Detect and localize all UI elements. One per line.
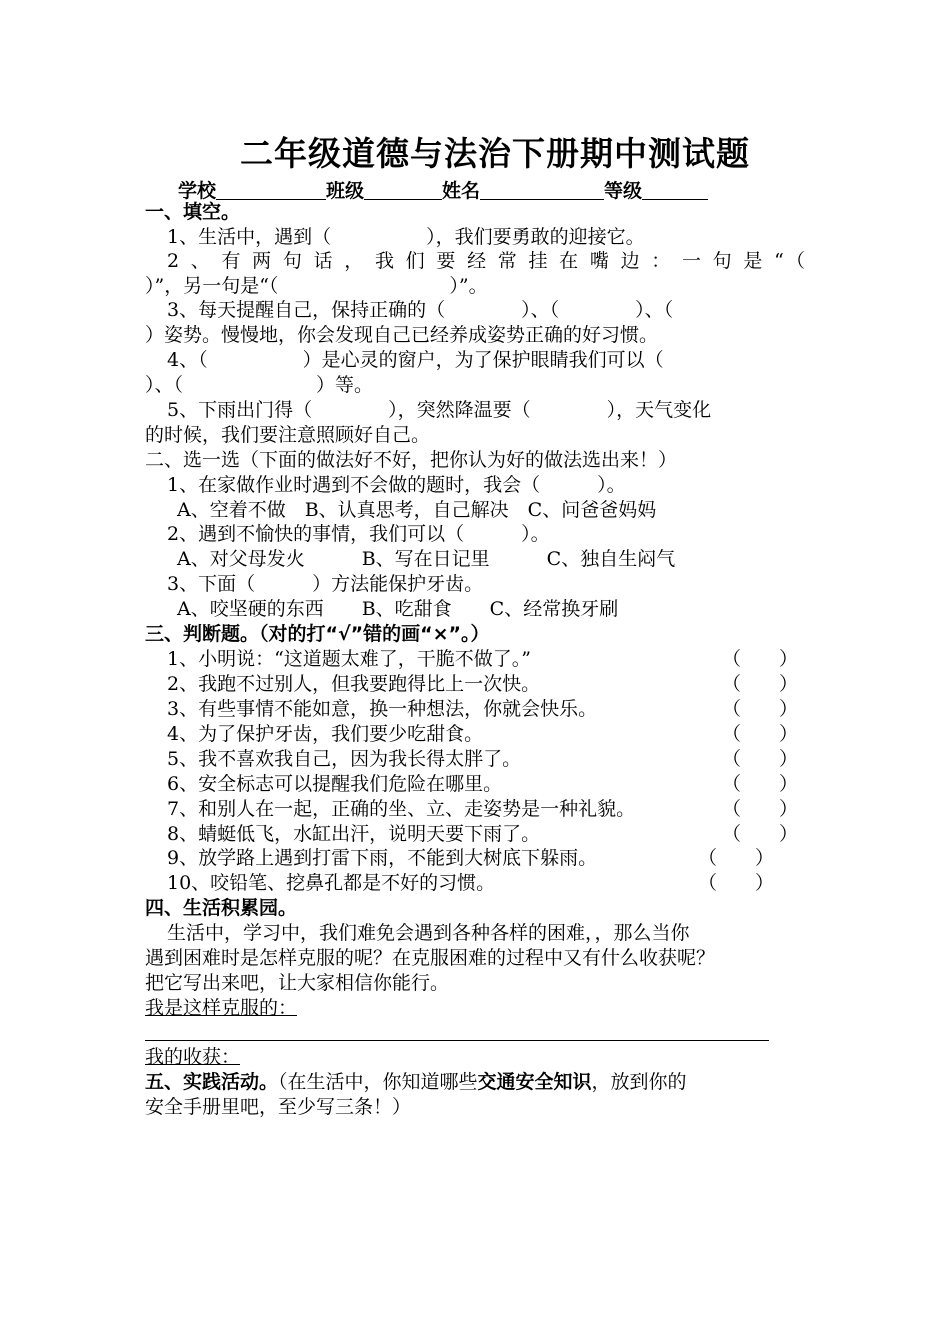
judge-answer-1[interactable]: （ ）	[722, 648, 799, 670]
judge-answer-5[interactable]: （ ）	[722, 748, 799, 770]
judge-item-4: 4、为了保护牙齿，我们要少吃甜食。	[167, 723, 484, 745]
s4-paragraph-line-2: 遇到困难时是怎样克服的呢？在克服困难的过程中又有什么收获呢？	[145, 947, 716, 969]
name-blank[interactable]	[480, 179, 604, 200]
section-5-heading: 五、实践活动。	[145, 1071, 279, 1093]
s4-paragraph-line-3: 把它写出来吧，让大家相信你能行。	[145, 972, 450, 994]
section-4-heading: 四、生活积累园。	[145, 897, 298, 919]
answer-line[interactable]	[145, 1040, 769, 1041]
judge-item-9: 9、放学路上遇到打雷下雨，不能到大树底下躲雨。	[167, 847, 598, 869]
judge-item-1: 1、小明说：“这道题太难了，干脆不做了。”	[167, 648, 532, 670]
judge-answer-7[interactable]: （ ）	[722, 798, 799, 820]
gain-label: 我的收获：	[145, 1046, 241, 1068]
s1-line-6: 4、（ ）是心灵的窗户，为了保护眼睛我们可以（	[167, 349, 664, 371]
judge-item-2: 2、我跑不过别人，但我要跑得比上一次快。	[167, 673, 541, 695]
s2-options-3[interactable]: A、咬坚硬的东西 B、吃甜食 C、经常换牙刷	[177, 598, 619, 620]
judge-item-5: 5、我不喜欢我自己，因为我长得太胖了。	[167, 748, 522, 770]
judge-item-6: 6、安全标志可以提醒我们危险在哪里。	[167, 773, 503, 795]
judge-item-3: 3、有些事情不能如意，换一种想法，你就会快乐。	[167, 698, 598, 720]
judge-item-8: 8、蜻蜓低飞，水缸出汗，说明天要下雨了。	[167, 823, 541, 845]
s2-options-1[interactable]: A、空着不做 B、认真思考，自己解决 C、问爸爸妈妈	[177, 499, 657, 521]
class-label: 班级	[326, 180, 365, 202]
judge-answer-9[interactable]: （ ）	[698, 847, 775, 869]
judge-answer-4[interactable]: （ ）	[722, 723, 799, 745]
judge-answer-3[interactable]: （ ）	[722, 698, 799, 720]
overcome-label: 我是这样克服的：	[145, 997, 298, 1019]
page-title: 二年级道德与法治下册期中测试题	[240, 134, 750, 173]
s5-text-1: （在生活中，你知道哪些	[278, 1071, 478, 1093]
section-1-heading: 一、填空。	[145, 201, 241, 223]
s1-line-4: 3、每天提醒自己，保持正确的（ ）、（ ）、（	[167, 299, 674, 321]
s1-line-5: ）姿势。慢慢地，你会发现自己已经养成姿势正确的好习惯。	[145, 324, 659, 346]
s5-line-1	[145, 1070, 687, 1094]
judge-answer-8[interactable]: （ ）	[722, 823, 799, 845]
judge-item-10: 10、咬铅笔、挖鼻孔都是不好的习惯。	[167, 872, 496, 894]
section-2-heading: 二、选一选（下面的做法好不好，把你认为好的做法选出来！）	[145, 449, 678, 471]
s1-line-8: 5、下雨出门得（ ），突然降温要（ ），天气变化	[167, 399, 712, 421]
judge-answer-2[interactable]: （ ）	[722, 673, 799, 695]
header-fields	[178, 176, 708, 203]
section-3-heading: 三、判断题。（对的打“√”错的画“×”。）	[145, 623, 490, 645]
grade-label: 等级	[604, 180, 643, 202]
judge-item-7: 7、和别人在一起，正确的坐、立、走姿势是一种礼貌。	[167, 798, 636, 820]
s2-question-1: 1、在家做作业时遇到不会做的题时，我会（ ）。	[167, 474, 626, 496]
grade-blank[interactable]	[642, 179, 708, 200]
school-blank[interactable]	[216, 179, 326, 200]
name-label: 姓名	[442, 180, 481, 202]
s5-emphasis: 交通安全知识	[477, 1071, 592, 1093]
s2-question-2: 2、遇到不愉快的事情，我们可以（ ）。	[167, 523, 550, 545]
school-label: 学校	[178, 180, 217, 202]
s5-line-2: 安全手册里吧，至少写三条！）	[145, 1096, 412, 1118]
s2-question-3: 3、下面（ ）方法能保护牙齿。	[167, 573, 484, 595]
s4-paragraph-line-1: 生活中，学习中，我们难免会遇到各种各样的困难，，那么当你	[167, 922, 690, 944]
s5-text-2: ，放到你的	[591, 1071, 687, 1093]
judge-answer-10[interactable]: （ ）	[698, 872, 775, 894]
s1-line-9: 的时候，我们要注意照顾好自己。	[145, 424, 431, 446]
s1-line-7: ）、（ ）等。	[145, 374, 374, 396]
class-blank[interactable]	[364, 179, 442, 200]
s1-line-3: ）”，另一句是“（ ）”。	[145, 275, 488, 297]
judge-answer-6[interactable]: （ ）	[722, 773, 799, 795]
s1-line-1: 1、生活中，遇到（ ），我们要勇敢的迎接它。	[167, 226, 645, 248]
s1-line-2: 2、有两句话，我们要经常挂在嘴边：一句是“（	[167, 250, 805, 272]
s2-options-2[interactable]: A、对父母发火 B、写在日记里 C、独自生闷气	[177, 548, 676, 570]
